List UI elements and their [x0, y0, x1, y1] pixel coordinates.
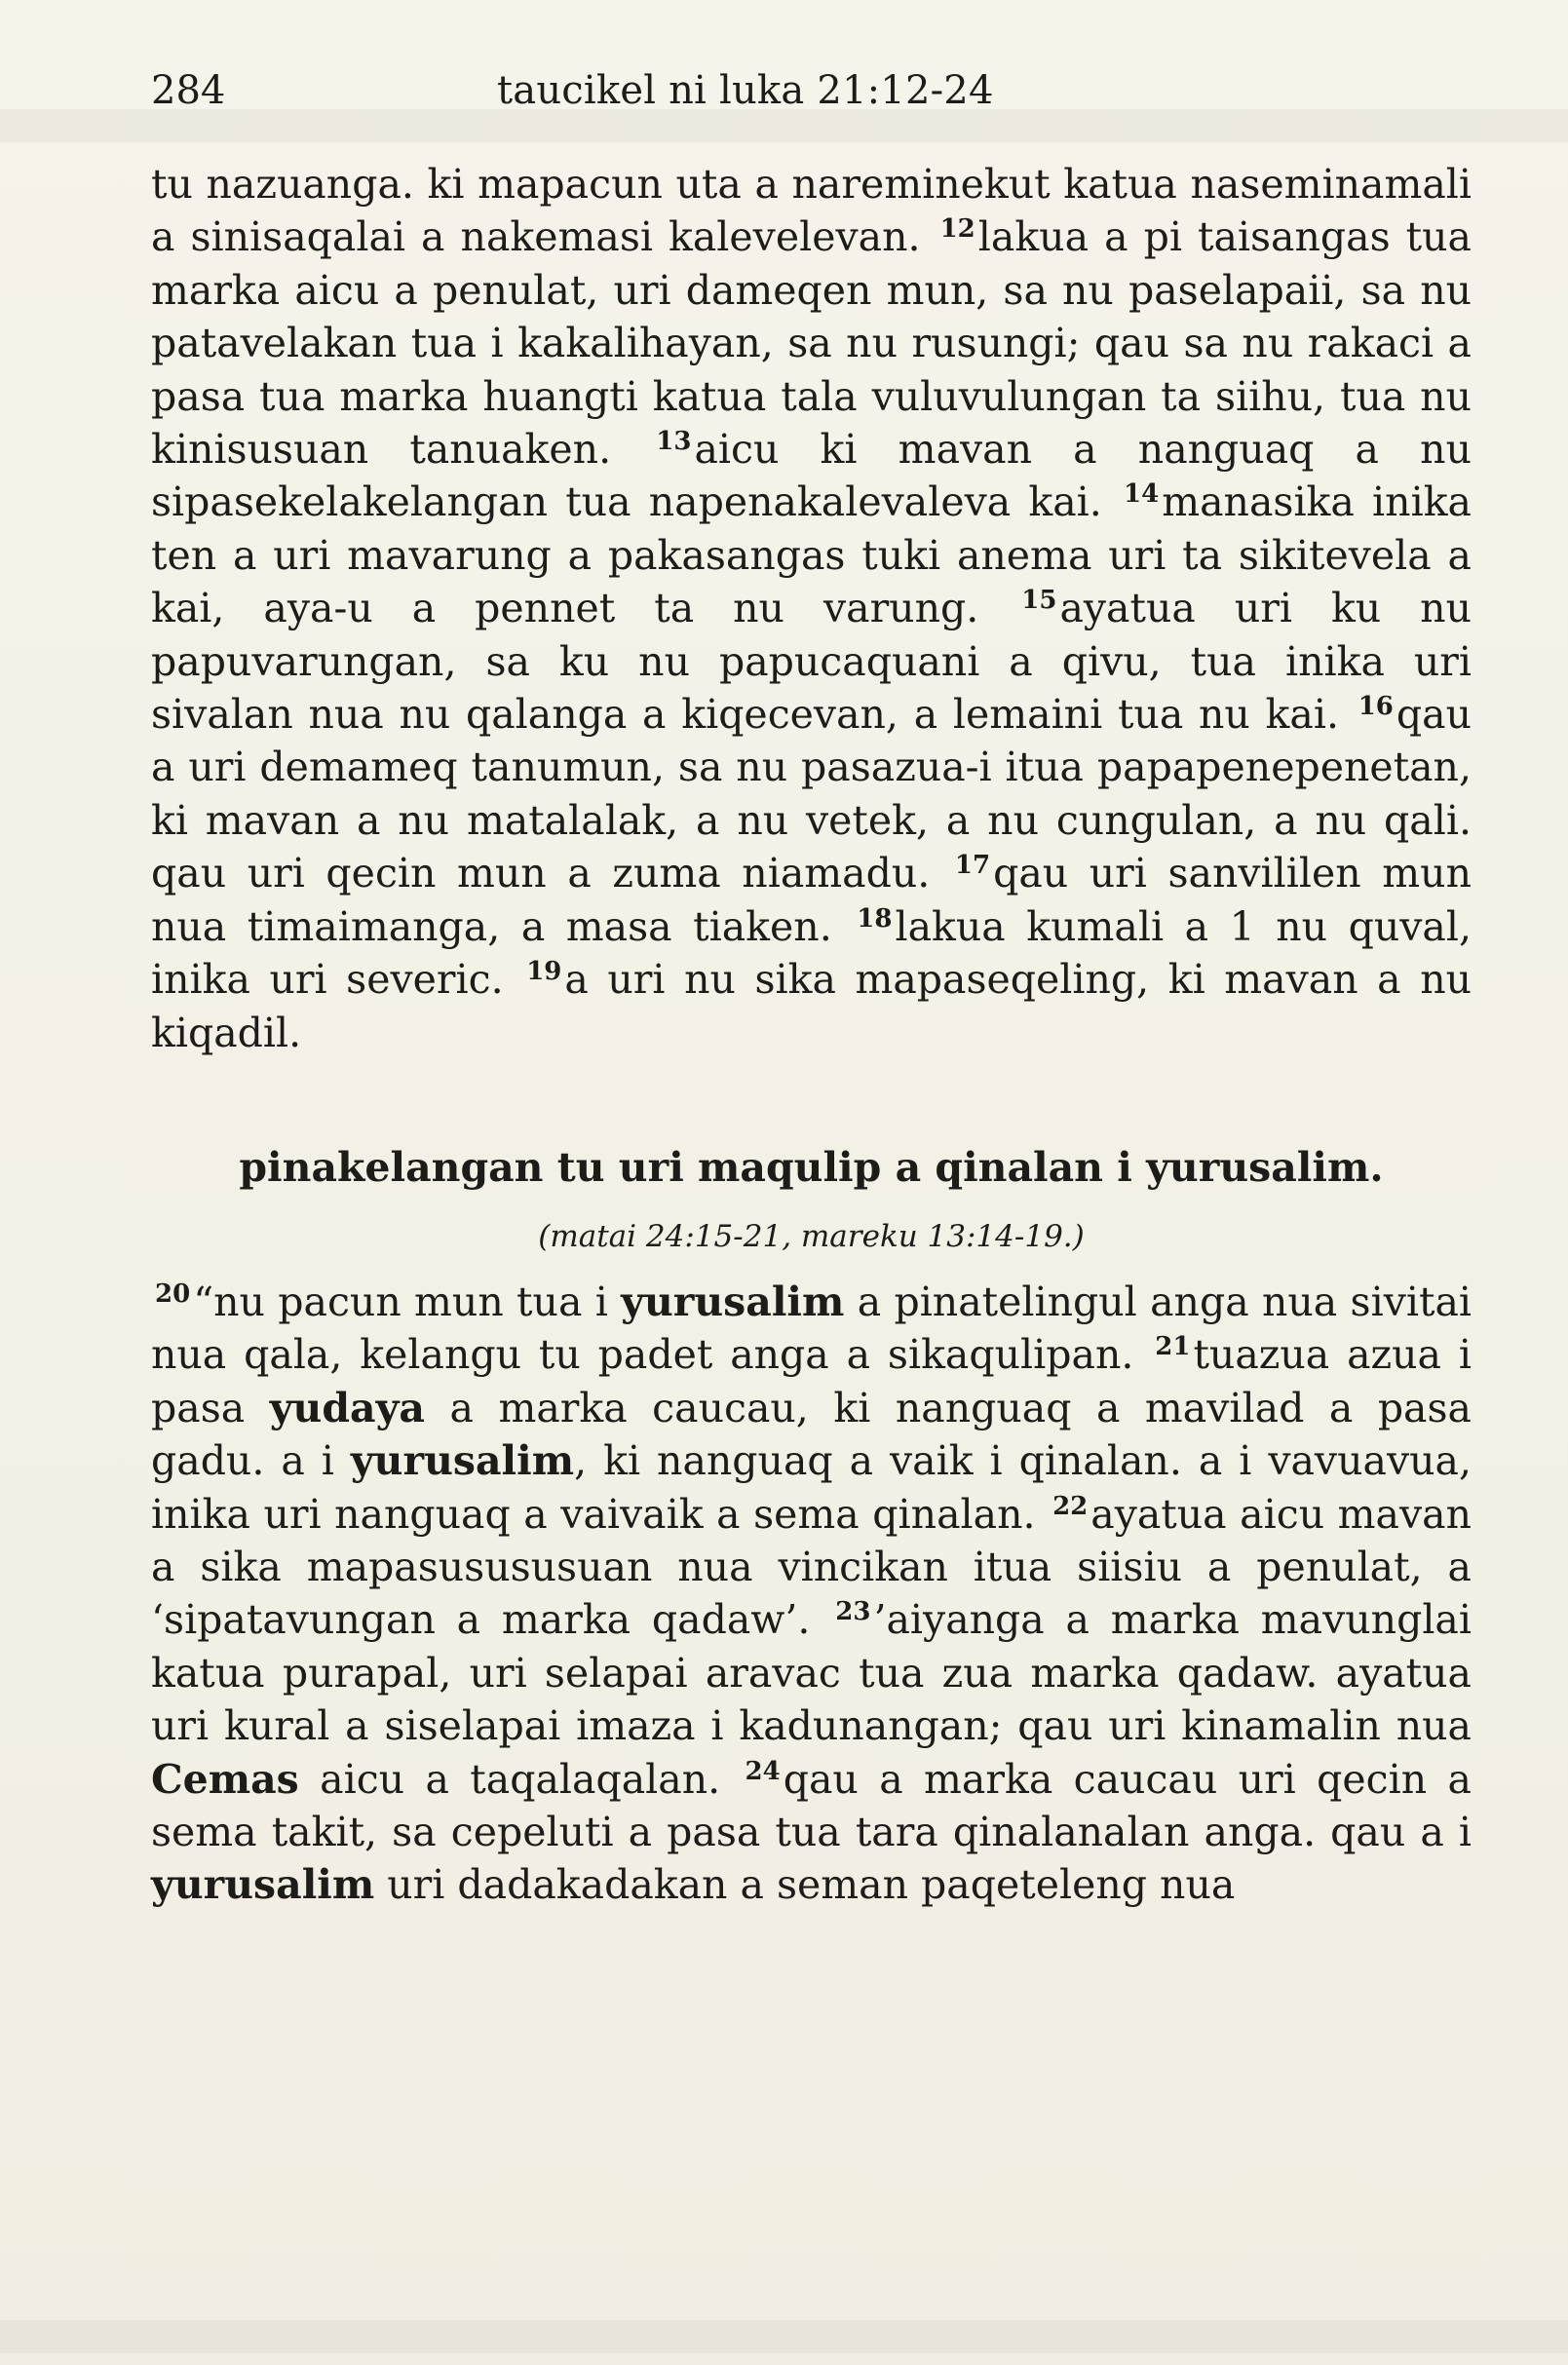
text-segment: “nu pacun mun tua i — [193, 1278, 622, 1325]
verse-number: 13 — [656, 427, 692, 457]
verse-number: 16 — [1358, 692, 1394, 722]
page-number: 284 — [151, 68, 226, 113]
text-segment: a marka caucau, ki nanguaq a mavilad a pasa gadu. a i — [151, 1384, 1472, 1485]
verse-number: 18 — [857, 903, 893, 934]
text-segment: tuazua azua i pasa — [151, 1331, 1472, 1431]
bold-place-name: yurusalim — [151, 1861, 375, 1909]
verse-number: 24 — [745, 1756, 781, 1786]
text-segment: qau a uri demameq tanumun, sa nu pasazua-i itua papapenepenetan, ki mavan a nu matalalak, a nu vetek, a nu cungulan, a nu qali. qau uri qecin mun a zuma niamadu. — [151, 691, 1472, 897]
text-segment: ayatua uri ku nu papuvarungan, sa ku nu papucaquani a qivu, tua inika uri sivalan nua nu qalanga a kiqecevan, a lemaini tua nu kai. — [151, 585, 1472, 739]
verse-number: 19 — [526, 957, 562, 987]
text-segment: qau a marka caucau uri qecin a sema takit, sa cepeluti a pasa tua tara qinalanalan anga. qau a i — [151, 1755, 1472, 1855]
text-segment: uri dadakadakan a seman paqeteleng nua — [374, 1861, 1236, 1909]
text-segment: a uri nu sika mapaseqeling, ki mavan a nu kiqadil. — [151, 956, 1472, 1056]
text-segment: a pinatelingul anga nua sivitai nua qala, kelangu tu padet anga a sikaqulipan. — [151, 1278, 1472, 1379]
verse-number: 22 — [1052, 1491, 1089, 1521]
cross-reference: (matai 24:15-21, mareku 13:14-19.) — [538, 1218, 1085, 1254]
text-segment: aicu ki mavan a nanguaq a nu sipasekelakelangan tua napenakalevaleva kai. — [151, 426, 1472, 526]
paragraph-verses-12-19 — [151, 158, 1472, 1059]
text-segment: tu nazuanga. ki mapacun uta a nareminekut katua naseminamali a sinisaqalai a nakemasi kalevelevan. — [151, 161, 1472, 261]
verse-number: 15 — [1021, 586, 1057, 616]
show-through-band-bottom — [0, 2320, 1568, 2353]
text-segment: ayatua aicu mavan a sika mapasusususuan nua vincikan itua siisiu a penulat, a ‘sipatavungan a marka qadaw’. — [151, 1490, 1472, 1644]
verse-number: 14 — [1124, 479, 1160, 510]
text-segment: aicu a taqalaqalan. — [298, 1755, 742, 1803]
bold-place-name: yudaya — [269, 1384, 425, 1431]
text-segment: lakua a pi taisangas tua marka aicu a penulat, uri dameqen mun, sa nu paselapaii, sa nu patavelakan tua i kakalihayan, sa nu rusungi; qau sa nu rakaci a pasa tua marka huangti katua tala vuluvulungan ta siihu, tua nu kinisusuan tanuaken. — [151, 213, 1472, 474]
section-heading: pinakelangan tu uri maqulip a qinalan i yurusalim. — [239, 1143, 1384, 1191]
text-segment: ’aiyanga a marka mavunglai katua purapal, uri selapai aravac tua zua marka qadaw. ayatua uri kural a siselapai imaza i kadunangan; qau uri kinamalin nua — [151, 1596, 1472, 1750]
bold-place-name: Cemas — [151, 1755, 299, 1803]
verse-number: 23 — [835, 1597, 871, 1627]
page-body — [151, 158, 1472, 1912]
running-head: taucikel ni luka 21:12-24 — [497, 68, 994, 113]
paragraph-verses-20-24 — [151, 1276, 1472, 1912]
page-header — [151, 60, 1472, 121]
verse-number: 20 — [155, 1278, 191, 1309]
text-segment: qau uri sanvililen mun nua timaimanga, a masa tiaken. — [151, 850, 1472, 950]
text-segment: manasika inika ten a uri mavarung a pakasangas tuki anema uri ta sikitevela a kai, aya-u a pennet ta nu varung. — [151, 478, 1472, 632]
verse-number: 21 — [1155, 1332, 1191, 1362]
bold-place-name: yurusalim — [621, 1278, 845, 1325]
verse-number: 12 — [939, 214, 975, 245]
text-segment: , ki nanguaq a vaik i qinalan. a i vavuavua, inika uri nanguaq a vaivaik a sema qinalan. — [151, 1437, 1472, 1538]
bold-place-name: yurusalim — [350, 1437, 575, 1485]
verse-number: 17 — [954, 851, 991, 881]
text-segment: lakua kumali a 1 nu quval, inika uri severic. — [151, 902, 1472, 1004]
